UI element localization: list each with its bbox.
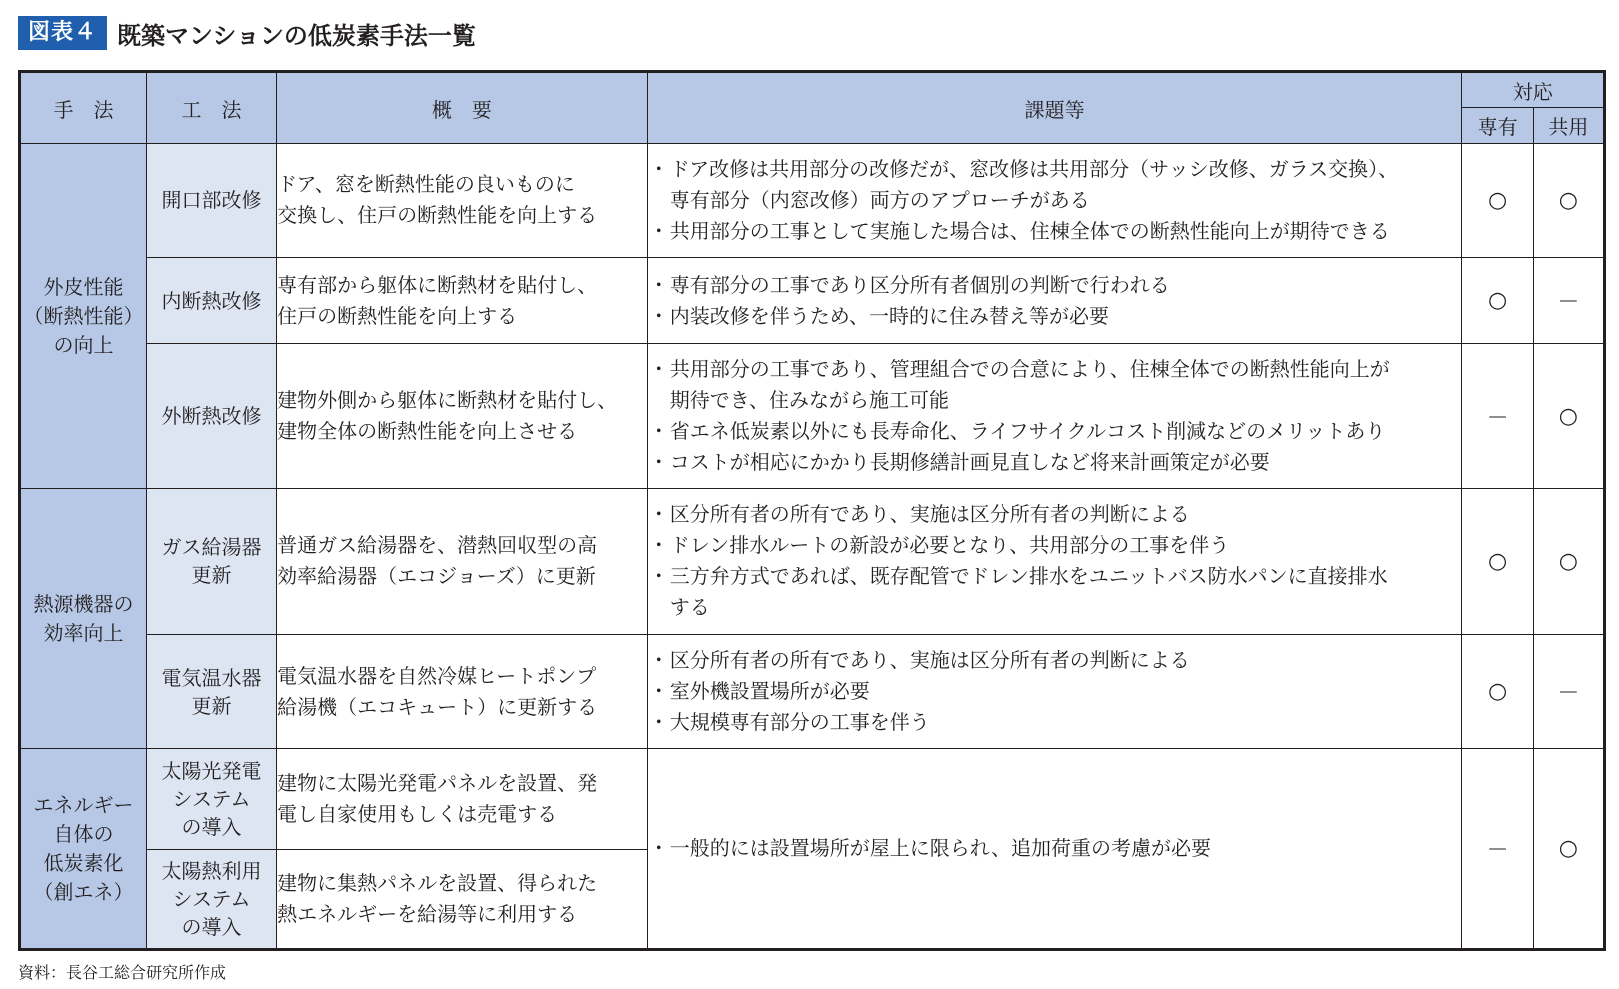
work-cell: [147, 257, 277, 344]
work-line: 外断熱改修: [161, 404, 262, 429]
issue-item: [648, 447, 1462, 478]
issue-item: [648, 676, 1462, 707]
common-mark: ○: [1533, 749, 1604, 950]
overview-cell: [277, 144, 648, 258]
issue-item: [648, 154, 1462, 216]
work-line: の導入: [181, 914, 242, 939]
table-row: [20, 344, 1605, 489]
issue-text: [670, 833, 1211, 864]
issue-text: [670, 561, 1388, 623]
private-mark: ○: [1462, 144, 1533, 258]
work-line: 太陽光発電: [161, 759, 262, 784]
work-cell: [147, 344, 277, 489]
figure-label: 図表４: [18, 16, 107, 50]
issue-text-line: ドア改修は共用部分の改修だが、窓改修は共用部分（サッシ改修、ガラス交換）、: [669, 156, 1399, 181]
work-cell: [147, 634, 277, 749]
method-cell: [20, 749, 147, 950]
private-mark: －: [1462, 344, 1533, 489]
common-mark: －: [1533, 257, 1604, 344]
figure-title: 既築マンションの低炭素手法一覧: [117, 21, 476, 50]
work-line: 内断熱改修: [161, 288, 262, 313]
private-mark: ○: [1462, 489, 1533, 635]
private-mark: ○: [1462, 634, 1533, 749]
source-note: 資料：長谷工総合研究所作成: [18, 963, 227, 982]
issue-text: [670, 707, 930, 738]
table-row: [20, 144, 1605, 258]
work-cell: [147, 749, 277, 849]
overview-cell: [277, 489, 648, 635]
issues-cell: [647, 257, 1462, 344]
issue-item: [648, 707, 1462, 738]
bullet-mark: ・: [648, 502, 669, 527]
issues-cell: [647, 489, 1462, 635]
bullet-mark: ・: [648, 419, 669, 444]
overview-cell: [277, 634, 648, 749]
bullet-mark: ・: [648, 272, 669, 297]
bullet-mark: ・: [648, 218, 669, 243]
overview-line: 熱エネルギーを給湯等に利用する: [277, 901, 578, 926]
header-private: 専有: [1462, 108, 1533, 144]
method-line: （断熱性能）: [23, 303, 144, 328]
overview-line: 効率給湯器（エコジョーズ）に更新: [277, 564, 596, 589]
issue-text-line: 共用部分の工事として実施した場合は、住棟全体での断熱性能向上が期待できる: [669, 218, 1390, 243]
private-mark: －: [1462, 749, 1533, 950]
issues-cell: [647, 144, 1462, 258]
issue-text: [670, 354, 1390, 416]
issue-text-line: 省エネ低炭素以外にも長寿命化、ライフサイクルコスト削減などのメリットあり: [669, 419, 1386, 444]
issue-text: [670, 154, 1398, 216]
overview-line: 電し自家使用もしくは売電する: [277, 802, 558, 827]
bullet-mark: ・: [648, 836, 669, 861]
work-line: システム: [172, 886, 251, 911]
bullet-mark: ・: [648, 533, 669, 558]
issue-text: [670, 645, 1190, 676]
work-line: の導入: [181, 815, 242, 840]
issue-item: [648, 561, 1462, 623]
bullet-mark: ・: [648, 156, 669, 181]
issue-text: [670, 499, 1190, 530]
issue-text-line: ドレン排水ルートの新設が必要となり、共用部分の工事を伴う: [669, 533, 1230, 558]
overview-cell: [277, 749, 648, 849]
table-row: [20, 749, 1605, 849]
method-cell: [20, 144, 147, 489]
work-line: 電気温水器: [161, 665, 262, 690]
overview-line: 給湯機（エコキュート）に更新する: [277, 694, 598, 719]
header-common: 共用: [1533, 108, 1604, 144]
method-line: 効率向上: [43, 620, 124, 645]
issue-text-line: 室外機設置場所が必要: [669, 679, 870, 704]
bullet-mark: ・: [648, 564, 669, 589]
private-mark: ○: [1462, 257, 1533, 344]
common-mark: －: [1533, 634, 1604, 749]
common-mark: ○: [1533, 344, 1604, 489]
issue-item: [648, 530, 1462, 561]
issue-text: [670, 447, 1270, 478]
issue-text-line: 専有部分の工事であり区分所有者個別の判断で行われる: [669, 272, 1170, 297]
method-line: 外皮性能: [43, 274, 124, 299]
method-line: エネルギー: [33, 792, 134, 817]
method-line: （創エネ）: [33, 879, 134, 904]
method-cell: [20, 489, 147, 749]
work-cell: [147, 489, 277, 635]
common-mark: ○: [1533, 144, 1604, 258]
work-line: システム: [172, 787, 251, 812]
work-cell: [147, 144, 277, 258]
figure-header: [18, 14, 476, 52]
issue-item: [648, 301, 1462, 332]
table-row: [20, 257, 1605, 344]
method-line: 自体の: [53, 821, 114, 846]
work-line: 更新: [191, 693, 232, 718]
issue-text-line: 区分所有者の所有であり、実施は区分所有者の判断による: [669, 502, 1190, 527]
issue-text-line: コストが相応にかかり長期修繕計画見直しなど将来計画策定が必要: [669, 450, 1270, 475]
overview-line: 専有部から躯体に断熱材を貼付し、: [277, 272, 598, 297]
low-carbon-methods-table: [18, 70, 1606, 951]
issue-text-line: 内装改修を伴うため、一時的に住み替え等が必要: [669, 303, 1109, 328]
bullet-mark: ・: [648, 648, 669, 673]
bullet-mark: ・: [648, 303, 669, 328]
overview-line: 建物全体の断熱性能を向上させる: [277, 419, 578, 444]
issue-text-line: する: [669, 595, 710, 620]
issue-item: [648, 416, 1462, 447]
header-work: 工 法: [147, 72, 277, 144]
overview-line: 住戸の断熱性能を向上する: [277, 303, 518, 328]
issue-text-line: 一般的には設置場所が屋上に限られ、追加荷重の考慮が必要: [669, 836, 1211, 861]
overview-line: 建物に太陽光発電パネルを設置、発: [277, 771, 598, 796]
issue-text-line: 大規模専有部分の工事を伴う: [669, 710, 930, 735]
header-response: 対応: [1462, 72, 1605, 108]
issues-cell: [647, 749, 1462, 950]
table-row: [20, 634, 1605, 749]
issue-text: [670, 530, 1230, 561]
issue-text: [670, 216, 1390, 247]
issue-item: [648, 354, 1462, 416]
issue-text-line: 区分所有者の所有であり、実施は区分所有者の判断による: [669, 648, 1190, 673]
header-issues: 課題等: [647, 72, 1462, 144]
overview-line: 建物外側から躯体に断熱材を貼付し、: [277, 388, 618, 413]
work-line: 更新: [191, 563, 232, 588]
work-line: 太陽熱利用: [161, 858, 262, 883]
method-line: 熱源機器の: [33, 591, 134, 616]
overview-line: 電気温水器を自然冷媒ヒートポンプ: [277, 663, 597, 688]
method-line: 低炭素化: [43, 850, 124, 875]
issue-item: [648, 499, 1462, 530]
issue-text: [670, 270, 1170, 301]
overview-line: 建物に集熱パネルを設置、得られた: [277, 870, 598, 895]
bullet-mark: ・: [648, 450, 669, 475]
issue-text-line: 共用部分の工事であり、管理組合での合意により、住棟全体での断熱性能向上が: [669, 357, 1390, 382]
work-cell: [147, 849, 277, 949]
table-row: [20, 489, 1605, 635]
issue-text: [670, 416, 1386, 447]
overview-line: ドア、窓を断熱性能の良いものに: [277, 172, 575, 197]
overview-cell: [277, 344, 648, 489]
issue-text-line: 専有部分（内窓改修）両方のアプローチがある: [669, 187, 1090, 212]
issue-text: [670, 676, 870, 707]
bullet-mark: ・: [648, 679, 669, 704]
issues-cell: [647, 344, 1462, 489]
overview-cell: [277, 257, 648, 344]
work-line: 開口部改修: [161, 188, 262, 213]
issues-cell: [647, 634, 1462, 749]
overview-line: 普通ガス給湯器を、潜熱回収型の高: [277, 533, 598, 558]
issue-item: [648, 270, 1462, 301]
header-method: 手 法: [20, 72, 147, 144]
bullet-mark: ・: [648, 357, 669, 382]
issue-text: [670, 301, 1109, 332]
header-overview: 概 要: [277, 72, 648, 144]
work-line: ガス給湯器: [161, 535, 262, 560]
issue-item: [648, 645, 1462, 676]
issue-text-line: 三方弁方式であれば、既存配管でドレン排水をユニットバス防水パンに直接排水: [669, 564, 1388, 589]
bullet-mark: ・: [648, 710, 669, 735]
overview-cell: [277, 849, 648, 949]
issue-text-line: 期待でき、住みながら施工可能: [669, 388, 949, 413]
method-line: の向上: [53, 332, 114, 357]
common-mark: ○: [1533, 489, 1604, 635]
overview-line: 交換し、住戸の断熱性能を向上する: [277, 203, 598, 228]
issue-item: [648, 216, 1462, 247]
issue-item: [648, 833, 1462, 864]
